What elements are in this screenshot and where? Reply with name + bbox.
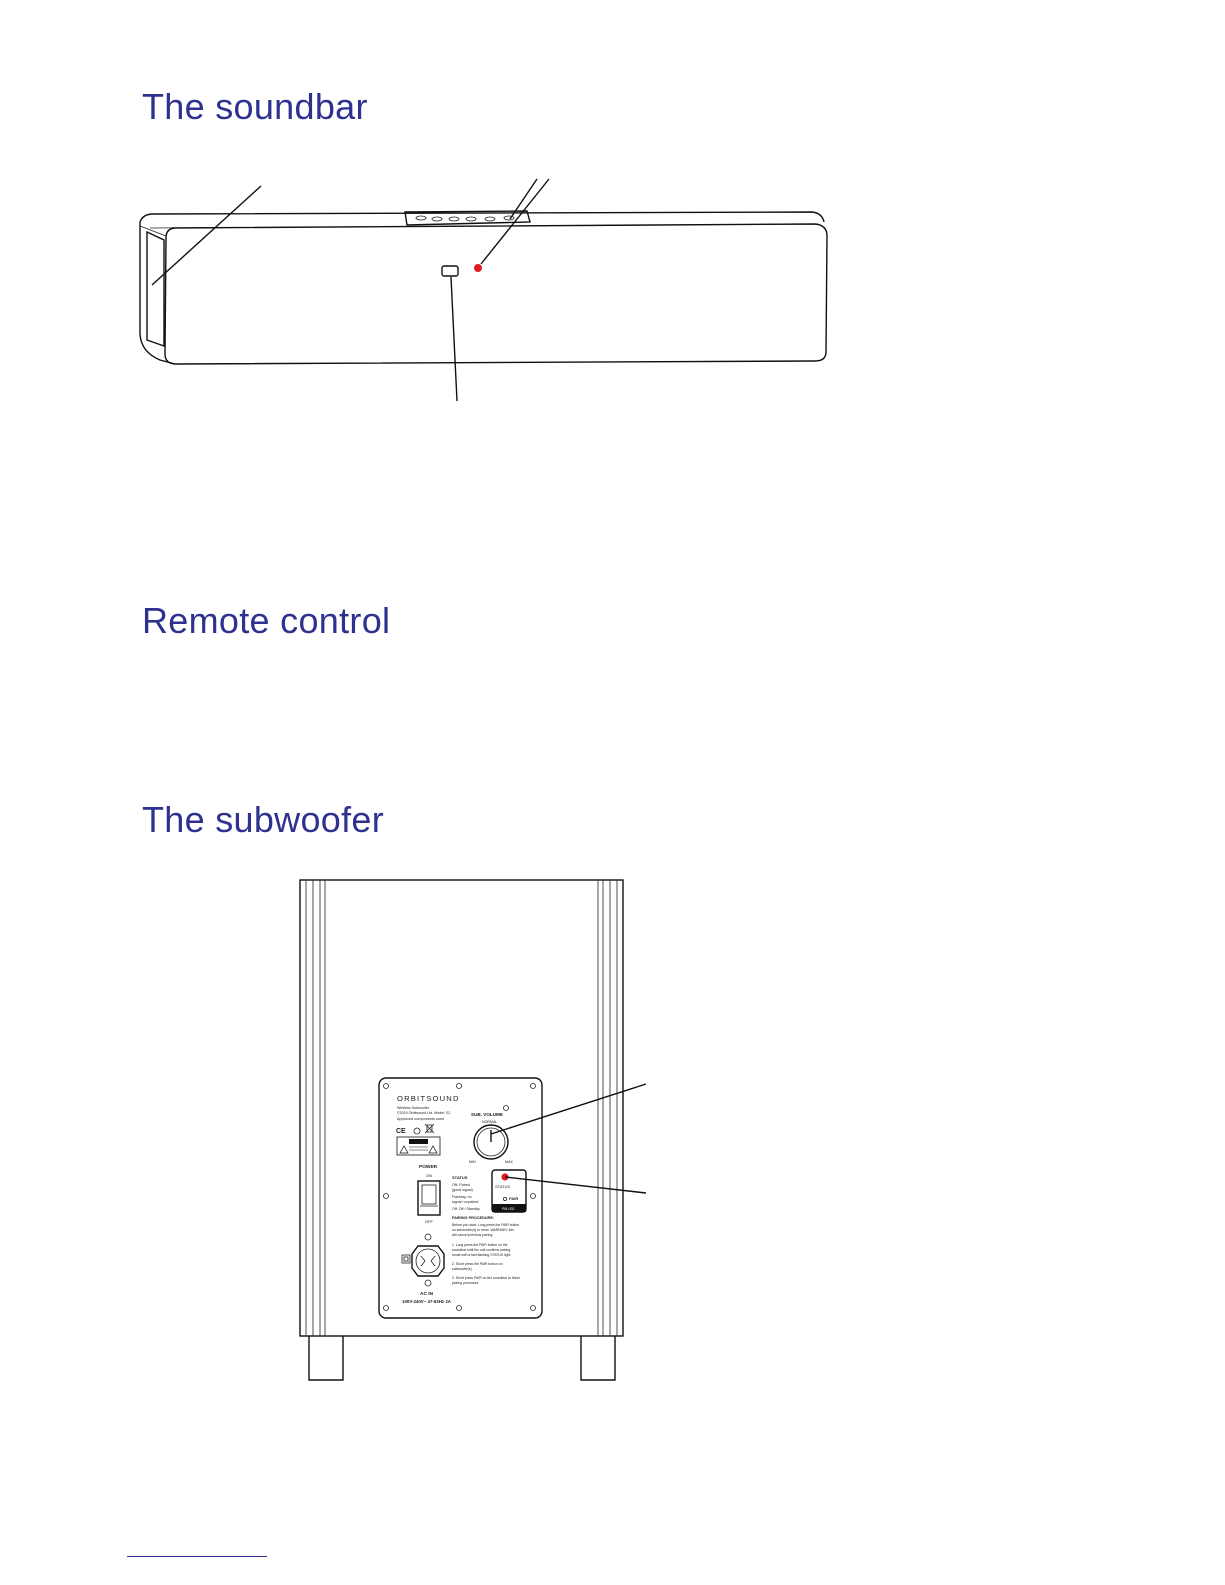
ac-in-label: AC IN xyxy=(420,1292,434,1297)
ac-inlet xyxy=(412,1246,444,1276)
panel-line-1: Wireless Subwoofer xyxy=(397,1106,429,1110)
warning-label xyxy=(397,1137,440,1155)
status-lines xyxy=(452,1183,480,1211)
status-line: Flashing: no xyxy=(452,1195,472,1199)
max-label: MAX xyxy=(505,1160,513,1164)
pairing-lines xyxy=(452,1223,520,1285)
section-heading-remote-control: Remote control xyxy=(142,600,391,641)
panel-line-2: ©2019 Orbitsound Ltd. Model: S2 xyxy=(397,1111,451,1115)
on-label: ON xyxy=(426,1173,432,1178)
pairing-line: subwoofer(s). xyxy=(452,1267,473,1271)
status-line: ON: Paired xyxy=(452,1183,470,1187)
ce-mark: CE xyxy=(396,1128,406,1135)
pairing-line: mode with a fast flashing STATUS light. xyxy=(452,1253,512,1257)
pairing-line: Before you start: Long press the PAIR button xyxy=(452,1223,520,1227)
status-led-icon xyxy=(474,264,482,272)
pair-label: PAIR xyxy=(509,1196,519,1201)
pairing-line: soundbar until the unit confirms pairing xyxy=(452,1248,511,1252)
power-label: POWER xyxy=(419,1165,438,1170)
status-heading: STATUS xyxy=(452,1175,468,1180)
subwoofer-foot-right xyxy=(581,1336,615,1380)
panel-line-3: Approved components used xyxy=(397,1117,445,1121)
callout-line-side-port xyxy=(152,186,261,285)
pairing-line: 1. Long press the PAIR button on the xyxy=(452,1243,508,1247)
panel-brand: ORBITSOUND xyxy=(397,1094,460,1103)
normal-label: NORMAL xyxy=(482,1120,498,1124)
pairing-line: pairing procedure. xyxy=(452,1281,480,1285)
subwoofer-foot-left xyxy=(309,1336,343,1380)
pairing-line: 2. Short press the PAIR button on xyxy=(452,1262,503,1266)
pair-button[interactable] xyxy=(503,1197,506,1200)
pairing-line: on subwoofer(s) to reset. WARNING: this xyxy=(452,1228,514,1232)
pairing-line: will cancel previous pairing. xyxy=(452,1233,494,1237)
subwoofer-illustration xyxy=(300,880,646,1380)
pin-led-label: PIN LED xyxy=(502,1207,515,1211)
status-box-label: STATUS xyxy=(495,1184,511,1189)
status-line: Off: Off / Standby xyxy=(452,1207,480,1211)
footer-rule xyxy=(127,1556,267,1557)
ac-rating-label: 100V-240V~ 47-63Hz 2A xyxy=(402,1299,451,1304)
power-switch[interactable] xyxy=(418,1181,440,1215)
cert-icons xyxy=(414,1124,434,1134)
pairing-heading: PAIRING PROCEDURE: xyxy=(452,1216,495,1220)
off-label: OFF xyxy=(425,1219,433,1224)
top-control-buttons xyxy=(416,216,514,221)
pairing-line: 3. Short press PAIR on the soundbar to finish xyxy=(452,1276,520,1280)
fuse-icon xyxy=(402,1255,410,1263)
section-heading-soundbar: The soundbar xyxy=(142,86,368,127)
status-line: signal / unpaired xyxy=(452,1200,479,1204)
section-heading-subwoofer: The subwoofer xyxy=(142,799,385,840)
callout-line-status-led xyxy=(481,179,549,264)
soundbar-illustration xyxy=(140,179,827,401)
min-label: MIN xyxy=(469,1160,476,1164)
ir-receiver-window xyxy=(442,266,458,276)
callout-line-ir-receiver xyxy=(451,277,457,401)
status-line: (good signal) xyxy=(452,1188,473,1192)
sub-volume-label: SUB. VOLUME xyxy=(471,1112,503,1117)
